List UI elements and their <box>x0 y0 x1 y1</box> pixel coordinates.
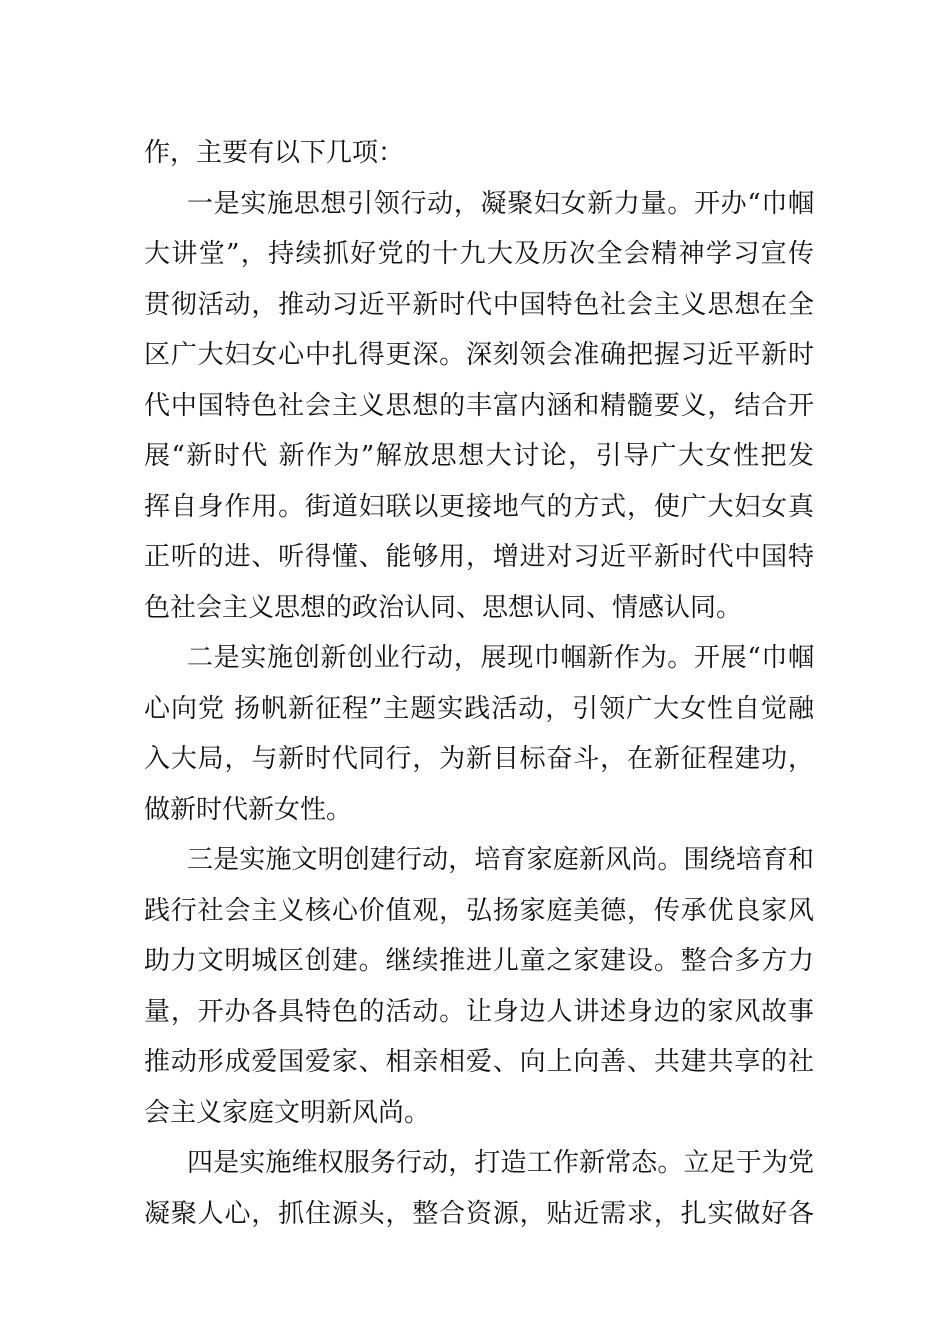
text-line: 正听的进、听得懂、能够用，增进对习近平新时代中国特 <box>144 542 814 572</box>
text-line: 展“新时代 新作为”解放思想大讨论，引导广大女性把发 <box>144 441 814 471</box>
text-line: 践行社会主义核心价值观，弘扬家庭美德，传承优良家风 <box>144 895 814 926</box>
text-line: 作，主要有以下几项： <box>144 138 405 168</box>
text-line: 心向党 扬帆新征程”主题实践活动，引领广大女性自觉融 <box>144 693 814 724</box>
text-line: 代中国特色社会主义思想的丰富内涵和精髓要义，结合开 <box>144 390 814 421</box>
text-line: 区广大妇女心中扎得更深。深刻领会准确把握习近平新时 <box>144 340 814 370</box>
paragraph-first-line: 二是实施创新创业行动，展现巾帼新作为。开展“巾帼 <box>187 643 814 673</box>
body-text <box>144 128 814 1239</box>
paragraph-last-line: 色社会主义思想的政治认同、思想认同、情感认同。 <box>144 592 743 623</box>
text-line: 大讲堂”，持续抓好党的十九大及历次全会精神学习宣传 <box>144 239 814 269</box>
text-line: 贯彻活动，推动习近平新时代中国特色社会主义思想在全 <box>144 289 814 320</box>
paragraph-first-line: 四是实施维权服务行动，打造工作新常态。立足于为党 <box>187 1148 814 1178</box>
text-line: 凝聚人心，抓住源头，整合资源，贴近需求，扎实做好各 <box>144 1198 814 1229</box>
text-line: 入大局，与新时代同行，为新目标奋斗，在新征程建功， <box>144 744 814 774</box>
paragraph-first-line: 三是实施文明创建行动，培育家庭新风尚。围绕培育和 <box>187 845 814 875</box>
paragraph-last-line: 做新时代新女性。 <box>144 794 353 825</box>
text-line: 助力文明城区创建。继续推进儿童之家建设。整合多方力 <box>144 946 814 976</box>
text-line: 推动形成爱国爱家、相亲相爱、向上向善、共建共享的社 <box>144 1047 814 1077</box>
text-line: 量，开办各具特色的活动。让身边人讲述身边的家风故事 <box>144 996 814 1027</box>
paragraph-first-line: 一是实施思想引领行动，凝聚妇女新力量。开办“巾帼 <box>187 188 814 219</box>
paragraph-last-line: 会主义家庭文明新风尚。 <box>144 1097 431 1128</box>
text-line: 挥自身作用。街道妇联以更接地气的方式，使广大妇女真 <box>144 491 814 522</box>
